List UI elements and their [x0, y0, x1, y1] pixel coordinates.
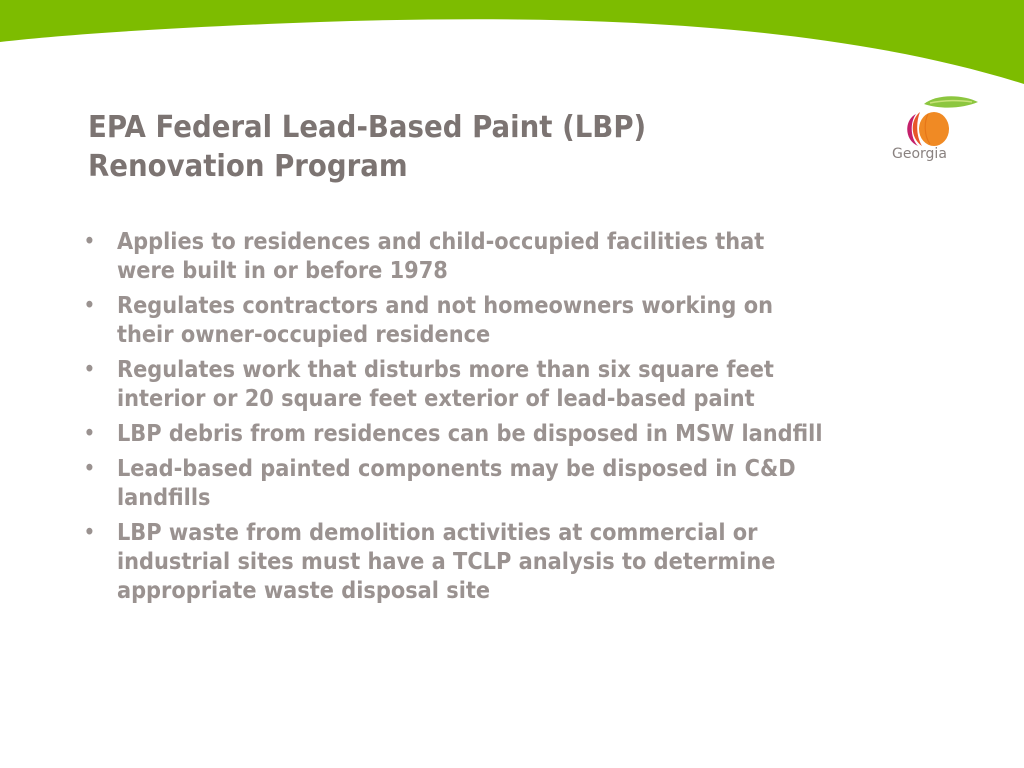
- bullet-line: appropriate waste disposal site: [116, 578, 491, 604]
- bullet-line: LBP waste from demolition activities at commercial or: [116, 520, 758, 546]
- bullet-line: landfills: [116, 485, 211, 511]
- bullet-item: [76, 228, 895, 286]
- bullet-line: Regulates work that disturbs more than six square feet: [116, 357, 774, 383]
- bullet-line: Lead-based painted components may be disposed in C&D: [116, 456, 796, 482]
- bullet-item: [76, 420, 895, 449]
- bullet-item: [76, 519, 895, 606]
- bullet-dot: •: [83, 293, 96, 319]
- swoosh-shape: [0, 0, 1024, 84]
- georgia-logo: [884, 92, 984, 172]
- logo-text: Georgia: [892, 146, 947, 162]
- title-line-2: Renovation Program: [88, 149, 408, 184]
- bullet-item: [76, 356, 895, 414]
- bullet-line: interior or 20 square feet exterior of lead-based paint: [116, 386, 755, 412]
- bullet-line: their owner-occupied residence: [116, 322, 491, 348]
- top-green-swoosh: [0, 0, 1024, 100]
- peach-body: [919, 112, 949, 146]
- bullet-item: [76, 292, 895, 350]
- slide-title: [88, 108, 787, 186]
- bullet-dot: •: [83, 357, 96, 383]
- bullet-item: [76, 455, 895, 513]
- bullet-dot: •: [83, 456, 96, 482]
- bullet-line: industrial sites must have a TCLP analysis to determine: [116, 549, 776, 575]
- bullet-line: Regulates contractors and not homeowners working on: [116, 293, 773, 319]
- georgia-peach-icon: [884, 92, 984, 152]
- bullet-line: LBP debris from residences can be disposed in MSW landfill: [116, 421, 823, 447]
- bullet-dot: •: [83, 229, 96, 255]
- bullet-line: were built in or before 1978: [116, 258, 448, 284]
- bullet-dot: •: [83, 520, 96, 546]
- bullet-dot: •: [83, 421, 96, 447]
- title-line-1: EPA Federal Lead-Based Paint (LBP): [88, 110, 647, 145]
- bullet-list: [76, 228, 895, 612]
- bullet-line: Applies to residences and child-occupied facilities that: [116, 229, 765, 255]
